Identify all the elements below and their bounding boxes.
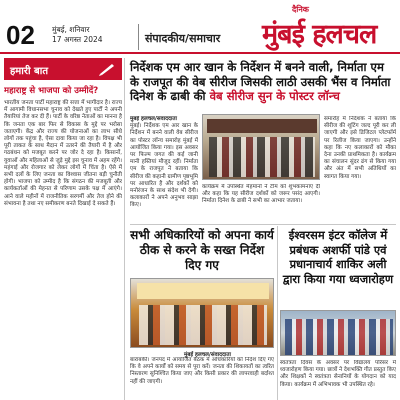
- editorial-body: भारतीय जनता पार्टी महाराष्ट्र की सत्ता में भागीदार है। राज्य में आगामी विधानसभा चुनाव को देखते हुए पार्टी ने अपनी तैयारियां तेज कर दी हैं। पार्टी के वरिष्ठ नेताओं का मानना है कि जनता एक बार फिर से विकास के मुद्दे पर भरोसा जताएगी। केंद्र और राज्य की योजनाओं का लाभ सीधे लोगों तक पहुंचा है, ऐसा दावा किया जा रहा है। विपक्ष भी पूरी ताकत के साथ मैदान में उतरने की तैयारी में है और गठबंधन को मजबूत करने पर जोर दे रहा है। किसानों, युवाओं और महिलाओं से जुड़े मुद्दे इस चुनाव में अहम रहेंगे। महंगाई और रोजगार को लेकर लोगों में चिंता है। ऐसे में सभी दलों के लिए जनता का विश्वास जीतना बड़ी चुनौती होगी। भाजपा को उम्मीद है कि संगठन की मजबूती और कार्यकर्ताओं की मेहनत से परिणाम उसके पक्ष में आएंगे। आने वाले महीनों में राजनीतिक सरगर्मी और तेज होने की संभावना है तथा नए समीकरण बनते दिखाई दे सकते हैं।: [4, 100, 122, 207]
- page-header: [0, 0, 400, 54]
- header-rule: [0, 52, 400, 54]
- main-story-photo: [202, 114, 320, 180]
- group-photo: [285, 319, 393, 355]
- editorial-band: [4, 58, 122, 80]
- section-title: संपादकीय/समाचार: [145, 32, 221, 45]
- page-number: 02: [6, 20, 35, 50]
- main-story-byline: मुंबई हलचल/संवाददाता: [130, 116, 177, 122]
- story2-byline: मुंबई हलचल/संवाददाता: [184, 352, 231, 358]
- section-rule: [130, 224, 396, 225]
- story3-photo: [280, 310, 396, 356]
- city-day: मुंबई, शनिवार: [52, 25, 90, 34]
- story2-photo: [130, 278, 274, 348]
- main-story-text-left: मुंबई। निर्देशक एम आर खान के निर्देशन में बनने वाली वेब सीरीज का पोस्टर लॉन्च समारोह मुंबई में आयोजित किया गया। इस अवसर पर फिल्म जगत की कई जानी मानी हस्तियां मौजूद रहीं। निर्माता एम के राजपूत ने बताया कि सीरीज की कहानी ग्रामीण पृष्ठभूमि पर आधारित है और दर्शकों को मनोरंजन के साथ संदेश भी देगी। कलाकारों ने अपने अनुभव साझा किए।: [130, 123, 198, 209]
- story2-body: बाराबंकी। जनपद में आयोजित बैठक में अधिकारियों को निर्देश दिए गए कि वे अपने कार्यों को समय से पूरा करें। जनता की शिकायतों का त्वरित निस्तारण सुनिश्चित किया जाए और किसी प्रकार की लापरवाही बर्दाश्त नहीं की जाएगी।: [130, 357, 274, 385]
- main-story: [130, 108, 396, 222]
- masthead-logo: [262, 4, 394, 50]
- pen-icon: [98, 62, 116, 76]
- editorial-subtitle: महाराष्ट्र से भाजपा को उम्मीदें?: [4, 86, 99, 96]
- story3-headline: ईश्वरसम इंटर कॉलेज में प्रबंधक अशर्फी पांडे एवं प्रधानाचार्य शाकिर अली द्वारा किया गया ध्वजारोहण: [282, 228, 394, 286]
- group-photo: [139, 305, 267, 345]
- stage-banner: [137, 283, 269, 299]
- main-story-body-left: [130, 116, 198, 220]
- dateline: [52, 25, 103, 45]
- editorial-band-title: हमारी बात: [10, 66, 49, 77]
- column-divider-2: [277, 226, 278, 400]
- story3-body: स्वतंत्रता दिवस के अवसर पर विद्यालय परिसर में ध्वजारोहण किया गया। छात्रों ने देशभक्ति गीत प्रस्तुत किए और शिक्षकों ने स्वतंत्रता सेनानियों के योगदान को याद किया। कार्यक्रम में अभिभावक भी उपस्थित रहे।: [280, 360, 396, 388]
- header-divider: [138, 24, 139, 50]
- logo-title: मुंबई हलचल: [262, 19, 377, 50]
- logo-prefix: दैनिक: [292, 5, 309, 14]
- column-divider: [124, 58, 125, 400]
- poster-banner: [207, 119, 317, 133]
- main-headline-text: निर्देशक एम आर खान के निर्देशन में बनने वाली, निर्माता एम के राजपूत की वेब सीरीज जिसकी लाठी उसकी भैंस व निर्माता दिनेश के ढाबी की: [130, 60, 391, 103]
- main-headline: [130, 60, 396, 104]
- editorial-column: [4, 58, 122, 400]
- main-headline-highlight: वेब सीरीज सुन के पोस्टर लॉन्च: [209, 89, 340, 103]
- main-story-body-right: समारोह में निर्देशक ने बताया कि सीरीज की शूटिंग जल्द पूरी कर ली जाएगी और इसे डिजिटल प्लेटफॉर्म पर रिलीज किया जाएगा। उन्होंने कहा कि नए कलाकारों को मौका देना उनकी प्राथमिकता है। कार्यक्रम का संचालन सुंदर ढंग से किया गया और अंत में सभी अतिथियों का स्वागत किया गया।: [324, 116, 396, 180]
- date: 17 अगस्त 2024: [52, 35, 103, 44]
- main-story-body-bottom: कार्यक्रम में उपस्थित मेहमानों ने टीम को शुभकामनाएं दीं और कहा कि यह सीरीज दर्शकों को जरूर पसंद आएगी। निर्माता दिनेश के ढाबी ने सभी का आभार जताया।: [202, 184, 320, 205]
- group-photo: [209, 137, 315, 177]
- story2-headline: सभी अधिकारियों को अपना कार्य ठीक से करने के सख्त निर्देश दिए गए: [130, 228, 274, 272]
